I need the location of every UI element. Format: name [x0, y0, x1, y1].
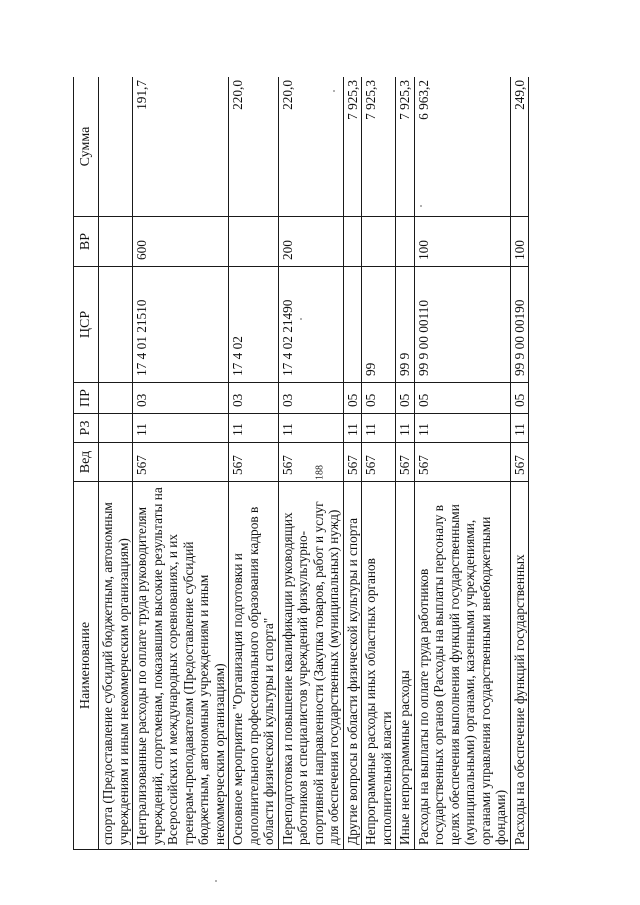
cell-csr: 99 9 00 00110	[414, 267, 510, 383]
cell-vr	[99, 217, 133, 267]
scan-speck	[300, 318, 302, 320]
cell-name: Переподготовка и повышение квалификации руководящих работников и специалистов учреждений физкультурно-спортивной направленности (Закупка товаров, работ и услуг для обеспечения государственных (муниципальных) нужд)	[278, 482, 343, 850]
cell-ved: 567	[343, 443, 362, 482]
table-body	[99, 77, 529, 850]
cell-ved: 567	[229, 443, 279, 482]
table-row	[133, 77, 229, 850]
cell-sum: 220,0	[229, 77, 279, 217]
cell-sum: 191,7	[133, 77, 229, 217]
cell-vr: 100	[414, 217, 510, 267]
cell-pr: 03	[229, 383, 279, 414]
cell-name: спорта (Предоставление субсидий бюджетным, автономным учреждениям и иным некоммерческим организациям)	[99, 482, 133, 850]
page-number: 188	[314, 465, 326, 480]
cell-rz: 11	[229, 414, 279, 443]
cell-csr	[99, 267, 133, 383]
cell-sum: 6 963,2	[414, 77, 510, 217]
cell-rz: 11	[278, 414, 343, 443]
cell-vr	[343, 217, 362, 267]
cell-name: Централизованные расходы по оплате труда руководителям учреждений, спортсменам, показавшим высокие результаты на Всероссийских и международных соревнованиях, и их тренерам-преподавателям (Предоставление субсидий бюджетным, автономным учреждениям и иным некоммерческим организациям)	[133, 482, 229, 850]
cell-vr: 100	[510, 217, 529, 267]
table-row	[229, 77, 279, 850]
cell-rz: 11	[414, 414, 510, 443]
cell-sum: 220,0	[278, 77, 343, 217]
cell-pr: 03	[278, 383, 343, 414]
header-name: Наименование	[74, 482, 99, 850]
cell-pr: 05	[396, 383, 415, 414]
cell-sum: 249,0	[510, 77, 529, 217]
scan-speck	[333, 90, 335, 92]
cell-name: Расходы на обеспечение функций государственных	[510, 482, 529, 850]
scan-speck	[215, 880, 217, 882]
cell-name: Расходы на выплаты по оплате труда работников государственных органов (Расходы на выплаты персоналу в целях обеспечения выполнения функций государственными (муниципальными) органами, казенными учреждениями, органами управления государственными внебюджетными фондами)	[414, 482, 510, 850]
cell-name: Непрограммные расходы иных областных органов исполнительной власти	[362, 482, 396, 850]
table-row	[414, 77, 510, 850]
cell-csr	[343, 267, 362, 383]
cell-ved: 567	[362, 443, 396, 482]
cell-name: Иные непрограммные расходы	[396, 482, 415, 850]
budget-table	[73, 77, 529, 850]
cell-rz: 11	[133, 414, 229, 443]
cell-vr: 200	[278, 217, 343, 267]
cell-pr: 05	[414, 383, 510, 414]
header-vr: ВР	[74, 217, 99, 267]
cell-vr	[362, 217, 396, 267]
cell-pr: 05	[343, 383, 362, 414]
cell-sum: 7 925,3	[362, 77, 396, 217]
cell-vr: 600	[133, 217, 229, 267]
cell-pr: 05	[362, 383, 396, 414]
cell-ved: 567	[133, 443, 229, 482]
header-csr: ЦСР	[74, 267, 99, 383]
header-sum: Сумма	[74, 77, 99, 217]
cell-rz: 11	[510, 414, 529, 443]
table-row	[99, 77, 133, 850]
table-row	[362, 77, 396, 850]
cell-csr: 17 4 01 21510	[133, 267, 229, 383]
cell-rz: 11	[343, 414, 362, 443]
table-row	[343, 77, 362, 850]
header-ved: Вед	[74, 443, 99, 482]
table-row	[396, 77, 415, 850]
cell-sum: 7 925,3	[396, 77, 415, 217]
table-row	[278, 77, 343, 850]
cell-name: Другие вопросы в области физической культуры и спорта	[343, 482, 362, 850]
cell-csr: 99 9 00 00190	[510, 267, 529, 383]
cell-csr: 99 9	[396, 267, 415, 383]
cell-ved: 567	[510, 443, 529, 482]
cell-ved: 567	[414, 443, 510, 482]
cell-csr: 17 4 02	[229, 267, 279, 383]
cell-sum	[99, 77, 133, 217]
cell-csr: 17 4 02 21490	[278, 267, 343, 383]
table-header-row	[74, 77, 99, 850]
cell-vr	[229, 217, 279, 267]
cell-rz: 11	[396, 414, 415, 443]
header-rz: РЗ	[74, 414, 99, 443]
scan-speck	[420, 205, 422, 207]
cell-vr	[396, 217, 415, 267]
cell-sum: 7 925,3	[343, 77, 362, 217]
cell-csr: 99	[362, 267, 396, 383]
cell-pr: 05	[510, 383, 529, 414]
cell-rz	[99, 414, 133, 443]
rotated-page-content	[73, 77, 610, 850]
header-pr: ПР	[74, 383, 99, 414]
cell-pr	[99, 383, 133, 414]
budget-table-container	[73, 77, 610, 850]
table-row	[510, 77, 529, 850]
cell-ved	[99, 443, 133, 482]
cell-name: Основное мероприятие "Организация подготовки и дополнительного профессионального образования кадров в области физической культуры и спорта"	[229, 482, 279, 850]
cell-rz: 11	[362, 414, 396, 443]
cell-ved: 567	[278, 443, 343, 482]
cell-pr: 03	[133, 383, 229, 414]
cell-ved: 567	[396, 443, 415, 482]
